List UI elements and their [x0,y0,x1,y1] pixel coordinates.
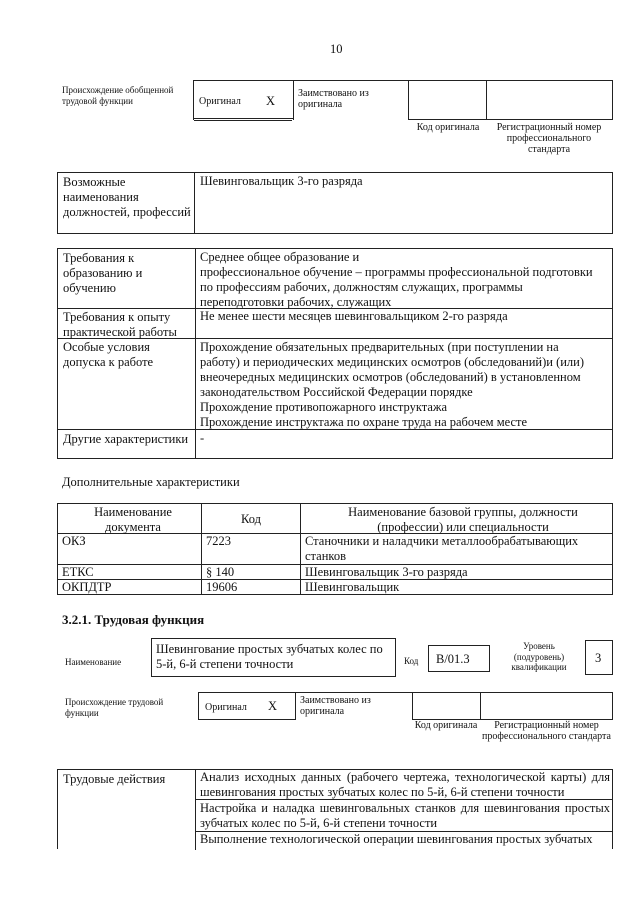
code-original2-caption: Код оригинала [414,720,478,731]
positions-label: Возможные наименования должностей, профессий [63,175,191,219]
row-etks-code: § 140 [206,565,235,579]
borrowed2-label: Заимствовано из оригинала [300,695,371,717]
actions-label: Трудовые действия [63,772,166,786]
function-level-box [585,640,613,675]
row-okz-doc: ОКЗ [62,534,86,548]
function-name-value: Шевингование простых зубчатых колес по 5-й, 6-й степени точности [156,642,383,671]
row-okz-code: 7223 [206,534,231,548]
req-special-value: Прохождение обязательных предварительных (при поступлении на работу) и периодических медицинских осмотров (обследований)и (или) внеочередных медицинских осмотров (обследований) в установленном законодательством Российской Федерации порядке Прохождение противопожарного инструктажа Прохождение инструктажа по охране труда на рабочем месте [200,340,585,429]
additional-heading: Дополнительные характеристики [62,475,240,489]
origin2-label: Происхождение трудовой функции [65,697,164,718]
original2-label: Оригинал [205,702,247,713]
req-experience-label: Требования к опыту практической работы [63,310,177,339]
row-okpdtr-doc: ОКПДТР [62,580,112,594]
function-heading: 3.2.1. Трудовая функция [62,612,205,627]
requirements-table [57,248,613,459]
reg-number-caption: Регистрационный номер профессионального стандарта [496,122,602,155]
req-experience-value: Не менее шести месяцев шевинговальщиком 2-го разряда [200,309,508,323]
original-mark: X [266,94,276,108]
function-level-label: Уровень (подуровень) квалификации [511,641,567,672]
original2-mark: X [268,699,278,713]
function-code-value: B/01.3 [436,652,470,666]
col-name-header: Наименование базовой группы, должности (профессии) или специальности [348,505,578,534]
function-name-box [151,638,396,677]
req-other-value: - [200,431,205,445]
row-etks-doc: ЕТКС [62,565,94,579]
col-doc-header: Наименование документа [94,505,172,534]
origin-table [193,80,613,120]
reg-number2-caption: Регистрационный номер профессионального стандарта [482,720,611,742]
req-education-value: Среднее общее образование и профессиональное обучение – программы профессиональной подготовки по профессиям рабочих, должностям служащих, программы переподготовки рабочих, служащих [200,250,593,309]
function-code-label: Код [404,656,419,666]
page-number: 10 [330,42,343,56]
origin-label: Происхождение обобщенной трудовой функции [62,85,174,106]
row-okpdtr-name: Шевинговальщик [305,580,400,594]
req-other-label: Другие характеристики [63,432,189,446]
function-name-label: Наименование [65,657,122,667]
row-okz-name: Станочники и наладчики металлообрабатывающих станков [305,534,579,563]
additional-table [57,503,613,595]
function-code-box [428,645,490,672]
actions-table [57,769,613,849]
positions-table [57,172,613,234]
col-code-header: Код [241,512,261,526]
function-level-value: 3 [595,651,602,665]
code-original-caption: Код оригинала [416,122,480,133]
req-special-label: Особые условия допуска к работе [63,340,154,369]
borrowed-label: Заимствовано из оригинала [298,88,369,110]
action-item-1: Анализ исходных данных (рабочего чертежа, технологической карты) для шевингования простых зубчатых колес по 5-й, 6-й степени точности [200,770,610,799]
req-education-label: Требования к образованию и обучению [63,251,143,295]
original-label: Оригинал [199,96,241,107]
row-etks-name: Шевинговальщик 3-го разряда [305,565,468,579]
positions-value: Шевинговальщик 3-го разряда [200,174,363,188]
action-item-3: Выполнение технологической операции шевингования простых зубчатых [200,832,593,846]
row-okpdtr-code: 19606 [206,580,238,594]
action-item-2: Настройка и наладка шевинговальных станков для шевингования простых зубчатых колес по 5-й, 6-й степени точности [200,801,610,830]
